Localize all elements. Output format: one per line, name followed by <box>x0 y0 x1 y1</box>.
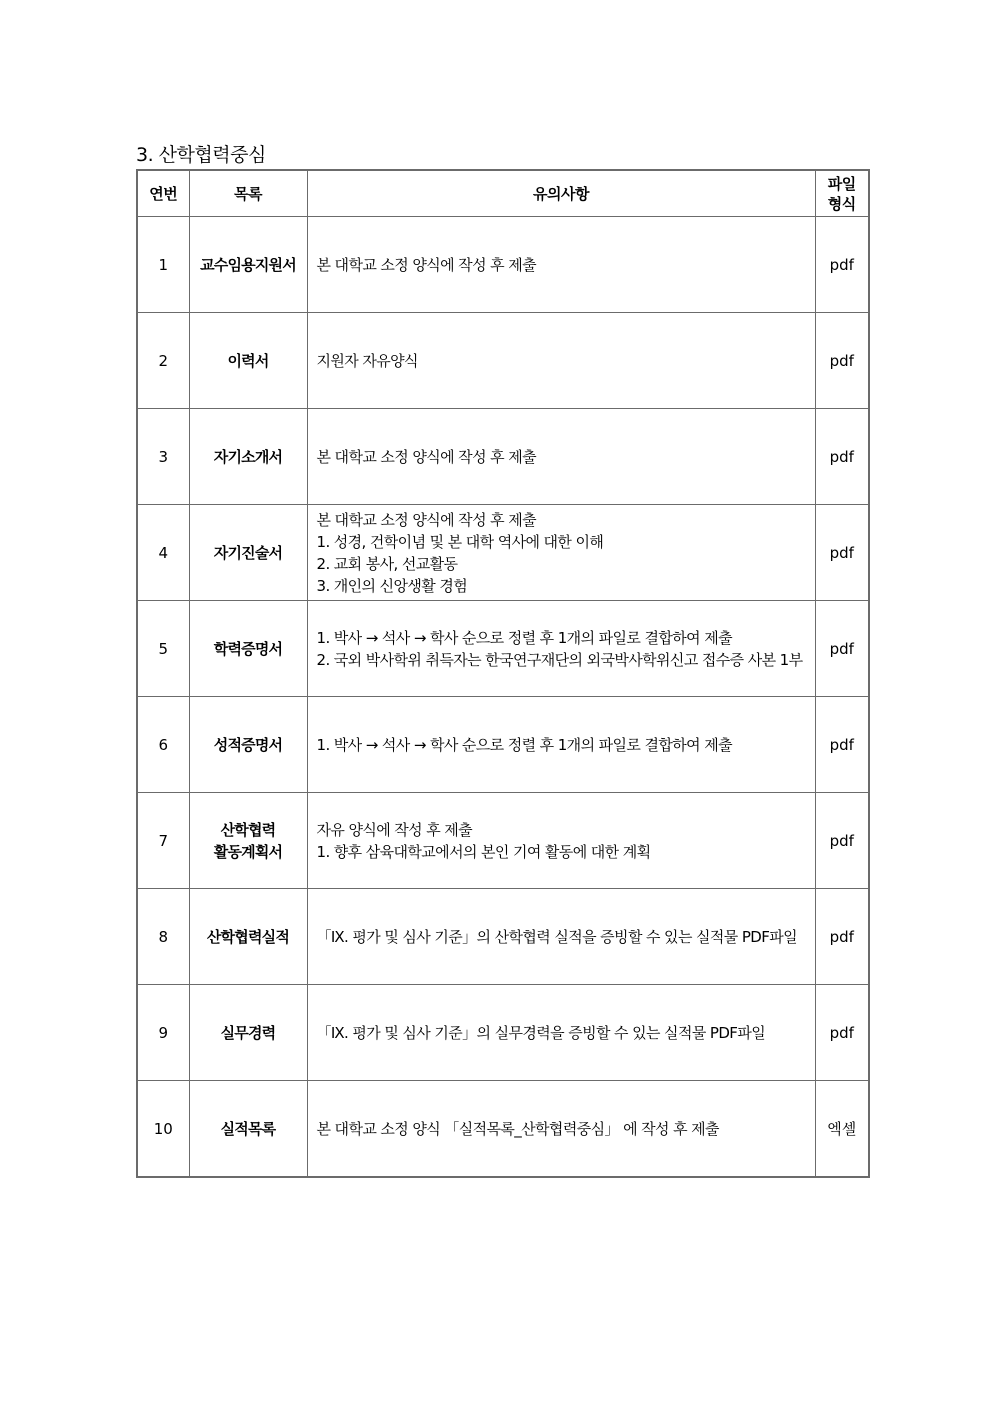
row-note <box>307 601 815 697</box>
row-number: 9 <box>137 985 189 1081</box>
row-note-line: 1. 향후 삼육대학교에서의 본인 기여 활동에 대한 계획 <box>316 842 651 861</box>
table-row <box>137 217 869 313</box>
row-item-line: 성적증명서 <box>213 735 283 754</box>
table-row <box>137 409 869 505</box>
row-item <box>189 889 307 985</box>
row-item <box>189 601 307 697</box>
row-number: 8 <box>137 889 189 985</box>
row-note-line: 본 대학교 소정 양식에 작성 후 제출 <box>316 510 536 529</box>
row-item-line: 자기진술서 <box>213 543 283 562</box>
row-item-line: 이력서 <box>227 351 269 370</box>
row-note <box>307 313 815 409</box>
row-item <box>189 505 307 601</box>
row-note-line: 「Ⅸ. 평가 및 심사 기준」의 실무경력을 증빙할 수 있는 실적물 PDF파일 <box>316 1023 766 1042</box>
row-item <box>189 409 307 505</box>
row-number: 3 <box>137 409 189 505</box>
row-note-line: 2. 교회 봉사, 선교활동 <box>316 554 458 573</box>
document-list-table <box>136 169 870 1178</box>
row-number: 4 <box>137 505 189 601</box>
row-note <box>307 697 815 793</box>
row-item <box>189 697 307 793</box>
row-item-line: 산학협력 <box>220 820 276 839</box>
row-note-line: 지원자 자유양식 <box>316 351 418 370</box>
row-note-line: 3. 개인의 신앙생활 경험 <box>316 576 468 595</box>
header-no: 연번 <box>137 170 189 217</box>
header-file-format <box>815 170 869 217</box>
row-file-format: pdf <box>815 217 869 313</box>
row-note <box>307 505 815 601</box>
row-note <box>307 889 815 985</box>
row-item <box>189 1081 307 1178</box>
row-note-line: 자유 양식에 작성 후 제출 <box>316 820 473 839</box>
row-file-format: pdf <box>815 985 869 1081</box>
table-row <box>137 505 869 601</box>
row-item <box>189 217 307 313</box>
table-row <box>137 985 869 1081</box>
table-row <box>137 601 869 697</box>
row-number: 5 <box>137 601 189 697</box>
header-file-format-line1: 파일 <box>827 174 856 193</box>
row-number: 10 <box>137 1081 189 1178</box>
row-item-line: 실적목록 <box>220 1119 276 1138</box>
row-note-line: 1. 박사 → 석사 → 학사 순으로 정렬 후 1개의 파일로 결합하여 제출 <box>316 735 732 754</box>
row-item <box>189 313 307 409</box>
row-note-line: 2. 국외 박사학위 취득자는 한국연구재단의 외국박사학위신고 접수증 사본 1부 <box>316 650 803 669</box>
row-note <box>307 1081 815 1178</box>
row-note-line: 본 대학교 소정 양식에 작성 후 제출 <box>316 447 536 466</box>
header-item: 목록 <box>189 170 307 217</box>
row-item-line: 활동계획서 <box>213 842 283 861</box>
row-file-format: pdf <box>815 313 869 409</box>
row-item-line: 산학협력실적 <box>206 927 290 946</box>
row-item-line: 교수임용지원서 <box>200 255 296 274</box>
row-item-line: 학력증명서 <box>213 639 283 658</box>
row-note-line: 본 대학교 소정 양식에 작성 후 제출 <box>316 255 536 274</box>
row-file-format: pdf <box>815 601 869 697</box>
row-number: 6 <box>137 697 189 793</box>
table-body <box>137 217 869 1178</box>
row-item <box>189 793 307 889</box>
row-file-format: 엑셀 <box>815 1081 869 1178</box>
table-row <box>137 889 869 985</box>
table-row <box>137 1081 869 1178</box>
row-item-line: 자기소개서 <box>213 447 283 466</box>
row-number: 7 <box>137 793 189 889</box>
row-note <box>307 793 815 889</box>
row-number: 1 <box>137 217 189 313</box>
row-file-format: pdf <box>815 889 869 985</box>
row-note <box>307 409 815 505</box>
row-file-format: pdf <box>815 697 869 793</box>
row-file-format: pdf <box>815 505 869 601</box>
table-row <box>137 697 869 793</box>
row-file-format: pdf <box>815 409 869 505</box>
row-number: 2 <box>137 313 189 409</box>
header-file-format-line2: 형식 <box>827 194 856 213</box>
row-note-line: 본 대학교 소정 양식 「실적목록_산학협력중심」 에 작성 후 제출 <box>316 1119 719 1138</box>
row-item-line: 실무경력 <box>220 1023 276 1042</box>
section-title: 3. 산학협력중심 <box>136 144 266 166</box>
row-note-line: 1. 박사 → 석사 → 학사 순으로 정렬 후 1개의 파일로 결합하여 제출 <box>316 628 732 647</box>
row-file-format: pdf <box>815 793 869 889</box>
table-row <box>137 313 869 409</box>
row-note <box>307 217 815 313</box>
table-row <box>137 793 869 889</box>
row-note <box>307 985 815 1081</box>
table-header-row <box>137 170 869 217</box>
row-note-line: 1. 성경, 건학이념 및 본 대학 역사에 대한 이해 <box>316 532 604 551</box>
row-note-line: 「Ⅸ. 평가 및 심사 기준」의 산학협력 실적을 증빙할 수 있는 실적물 PDF파일 <box>316 927 798 946</box>
row-item <box>189 985 307 1081</box>
header-note: 유의사항 <box>307 170 815 217</box>
